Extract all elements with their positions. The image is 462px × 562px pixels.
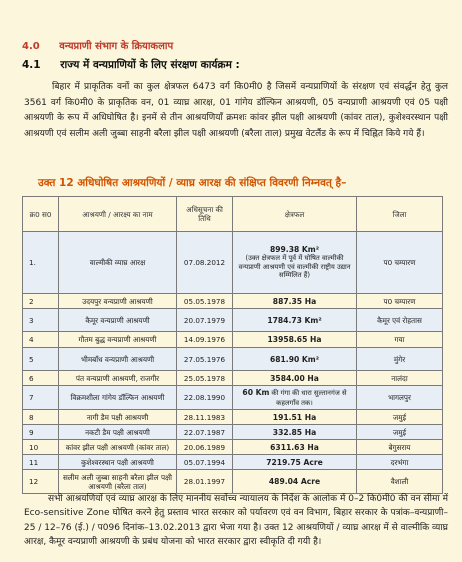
cell-district: कैमूर एवं रोहतास: [357, 309, 443, 332]
cell-district: जमुई: [357, 425, 443, 440]
cell-area: [233, 386, 357, 410]
intro-paragraph: बिहार में प्राकृतिक वनों का कुल क्षेत्रफल 6473 वर्ग कि0मी0 है जिसमें वन्यप्राणियों के संरक्षण एवं संवर्द्धन हेतु कुल 3561 वर्ग कि0मी0 के प्राकृतिक वन, 01 व्याघ्र आरक्ष, 01 गांगेय डॉल्फिन आश्रयणी, 05 वन्यप्राणी आश्रयणी एवं 05 पक्षी आश्रयणी के रूप में अधिघोषित है। इनमें से तीन आश्रयणियाँ क्रमशः कांवर झील पक्षी आश्रयणी (कांवर ताल), कुशेश्वरस्थान पक्षी आश्रयणी एवं सलीम अली जुब्बा साहनी बरैला झील पक्षी आश्रयणी (बरैला ताल) प्रमुख वेटलैंड के रूप में चिह्नित किये गये हैं।: [24, 82, 448, 139]
cell-name: सलीम अली जुब्बा साहनी बरैला झील पक्षी आश्रयणी (बरैला ताल): [59, 470, 177, 494]
area-value: 887.35 Ha: [272, 296, 317, 306]
cell-name: कांवर झील पक्षी आश्रयणी (कांवर ताल): [59, 440, 177, 455]
area-value: 681.90 Km²: [269, 354, 320, 364]
cell-area: [233, 309, 357, 332]
cell-date: 28.01.1997: [177, 470, 233, 494]
table-row: [23, 332, 443, 348]
table-row: [23, 294, 443, 309]
cell-name: वाल्मीकी व्याघ्र आरक्ष: [59, 232, 177, 294]
cell-area: [233, 371, 357, 386]
table-row: [23, 410, 443, 425]
table-row: [23, 232, 443, 294]
cell-date: 20.07.1979: [177, 309, 233, 332]
header-area: क्षेत्रफल: [233, 197, 357, 232]
cell-serial: 7: [23, 386, 59, 410]
cell-name: नागी डैम पक्षी आश्रयणी: [59, 410, 177, 425]
area-value: 6311.63 Ha: [270, 442, 319, 452]
area-value: 489.04 Acre: [268, 477, 321, 486]
cell-district: गया: [357, 332, 443, 348]
header-district: जिला: [357, 197, 443, 232]
cell-name: गौतम बुद्ध वन्यप्राणी आश्रयणी: [59, 332, 177, 348]
cell-date: 20.06.1989: [177, 440, 233, 455]
header-date: अधिसूचना की तिथि: [177, 197, 233, 232]
cell-serial: 12: [23, 470, 59, 494]
cell-serial: 4: [23, 332, 59, 348]
cell-serial: 5: [23, 348, 59, 371]
cell-area: [233, 348, 357, 371]
area-value: 13958.65 Ha: [267, 335, 322, 344]
sanctuary-table-wrapper: [22, 196, 442, 494]
table-row: [23, 309, 443, 332]
table-row: [23, 425, 443, 440]
cell-name: नकटी डैम पक्षी आश्रयणी: [59, 425, 177, 440]
cell-area: [233, 232, 357, 294]
section-number: 4.0: [22, 41, 40, 52]
subsection-title: राज्य में वन्यप्राणियों के लिए संरक्षण कार्यक्रम :: [60, 59, 240, 71]
cell-area: [233, 332, 357, 348]
table-header-row: [23, 197, 443, 232]
section-heading: [22, 38, 173, 52]
area-note: की गंगा की धारा सुल्तानगंज से कहलगाँव तक।: [271, 389, 347, 407]
cell-serial: 10: [23, 440, 59, 455]
header-sn: क्र0 स0: [23, 197, 59, 232]
table-row: [23, 348, 443, 371]
cell-district: प0 चम्पारण: [357, 232, 443, 294]
cell-district: नालंदा: [357, 371, 443, 386]
table-row: [23, 470, 443, 494]
area-value: 60 Km: [242, 388, 270, 398]
cell-district: बेगुसराय: [357, 440, 443, 455]
table-row: [23, 440, 443, 455]
cell-serial: 8: [23, 410, 59, 425]
area-value: 899.38 Km²: [269, 245, 320, 255]
area-value: 1784.73 Km²: [267, 315, 322, 325]
cell-date: 05.07.1994: [177, 455, 233, 470]
area-value: 332.85 Ha: [272, 427, 317, 437]
table-row: [23, 455, 443, 470]
cell-serial: 6: [23, 371, 59, 386]
cell-area: [233, 455, 357, 470]
cell-serial: 3: [23, 309, 59, 332]
cell-date: 27.05.1976: [177, 348, 233, 371]
table-row: [23, 386, 443, 410]
cell-date: 05.05.1978: [177, 294, 233, 309]
cell-area: [233, 425, 357, 440]
closing-paragraph: सभी आश्रयणियों एवं व्याघ्र आरक्ष के लिए माननीय सर्वोच्च न्यायालय के निर्देश के आलोक में 0–2 कि0मी0 की वन सीमा में Eco-sensitive Zone घोषित करने हेतु प्रस्ताव भारत सरकार को पर्यावरण एवं वन विभाग, बिहार सरकार के पत्रांक–वन्यप्राणी–25 / 12–76 (ई.) / प096 दिनांक–13.02.2013 द्वारा भेजा गया है। उक्त 12 आश्रयणियों / व्याघ्र आरक्ष में से वाल्मीकि व्याघ्र आरक्ष, कैमूर वन्यप्राणी आश्रयणी के प्रबंध योजना को भारत सरकार द्वारा स्वीकृति दी गयी है।: [24, 494, 448, 548]
cell-name: विक्रमशीला गांगेय डॉल्फिन आश्रयणी: [59, 386, 177, 410]
table-row: [23, 371, 443, 386]
cell-area: [233, 440, 357, 455]
cell-district: वैशाली: [357, 470, 443, 494]
cell-serial: 2: [23, 294, 59, 309]
cell-date: 28.11.1983: [177, 410, 233, 425]
cell-district: प0 चम्पारण: [357, 294, 443, 309]
section-title: वन्यप्राणी संभाग के क्रियाकलाप: [59, 41, 174, 52]
cell-date: 07.08.2012: [177, 232, 233, 294]
cell-district: जमुई: [357, 410, 443, 425]
cell-name: पंत वन्यप्राणी आश्रयणी, राजगीर: [59, 371, 177, 386]
cell-name: कुशेश्वरस्थान पक्षी आश्रयणी: [59, 455, 177, 470]
cell-area: [233, 294, 357, 309]
area-note: (उक्त क्षेत्रफल में पूर्व में घोषित वाल्मीकी वन्यप्राणी आश्रयणी एवं वाल्मीकी राष्ट्रीय उद्यान सम्मिलित हैं): [238, 254, 351, 280]
cell-area: [233, 470, 357, 494]
cell-date: 14.09.1976: [177, 332, 233, 348]
cell-name: कैमूर वन्यप्राणी आश्रयणी: [59, 309, 177, 332]
area-value: 3584.00 Ha: [270, 373, 319, 383]
header-name: आश्रयणी / आरक्ष्य का नाम: [59, 197, 177, 232]
area-value: 7219.75 Acre: [266, 457, 323, 467]
cell-serial: 9: [23, 425, 59, 440]
cell-date: 22.07.1987: [177, 425, 233, 440]
cell-name: भीमबाँध वन्यप्राणी आश्रयणी: [59, 348, 177, 371]
cell-area: [233, 410, 357, 425]
cell-serial: 1.: [23, 232, 59, 294]
subsection-number: 4.1: [22, 59, 41, 71]
cell-serial: 11: [23, 455, 59, 470]
area-value: 191.51 Ha: [272, 412, 317, 422]
cell-district: भागलपुर: [357, 386, 443, 410]
cell-district: मुंगेर: [357, 348, 443, 371]
sanctuary-table: [22, 196, 443, 494]
cell-date: 25.05.1978: [177, 371, 233, 386]
cell-name: उदयपुर वन्यप्राणी आश्रयणी: [59, 294, 177, 309]
table-heading: उक्त 12 अधिघोषित आश्रयणियों / व्याघ्र आरक्ष की संक्षिप्त विवरणी निम्नवत् है–: [38, 177, 347, 189]
cell-district: दरभंगा: [357, 455, 443, 470]
cell-date: 22.08.1990: [177, 386, 233, 410]
subsection-heading: [22, 58, 240, 72]
